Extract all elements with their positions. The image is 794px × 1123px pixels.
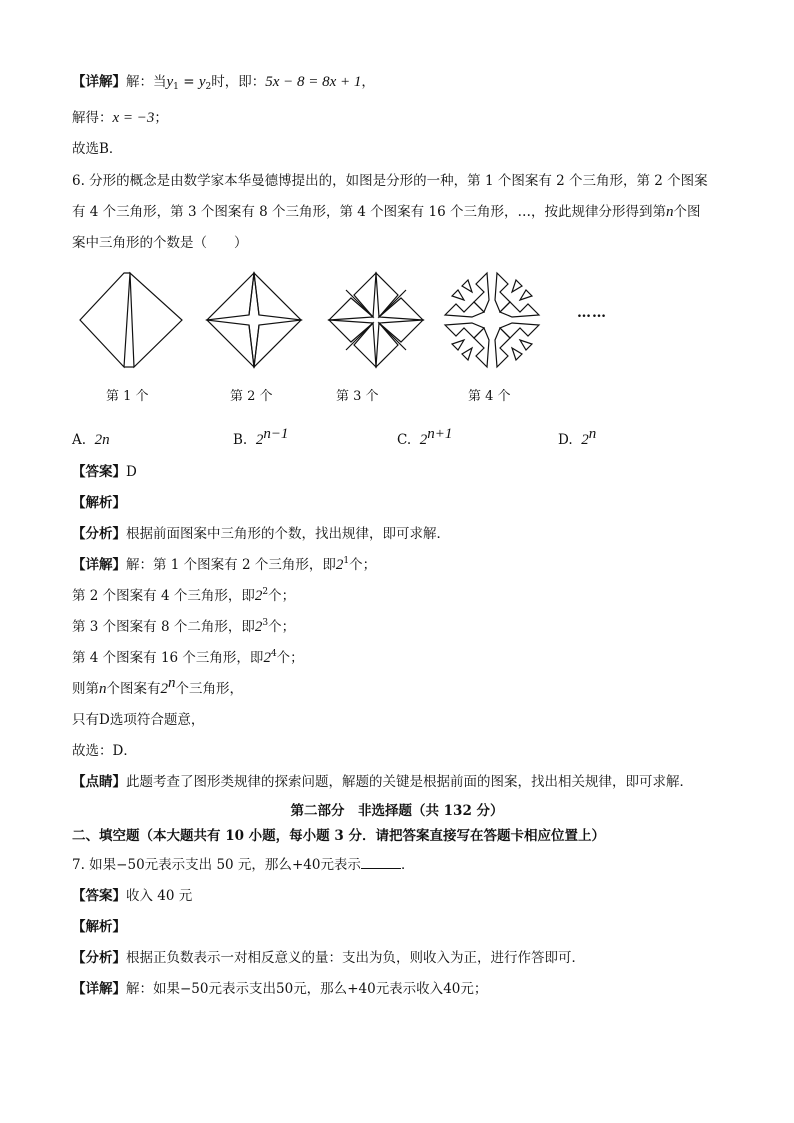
q6-fenxi: 【分析】根据前面图案中三角形的个数，找出规律，即可求解． [72,526,450,542]
q6-jiexi: 【解析】 [72,495,126,511]
q6-stem-line1: 6. 分形的概念是由数学家本华曼德博提出的，如图是分形的一种，第 1 个图案有 2 个三角形，第 2 个图案 [72,173,708,189]
q6-step-3: 第 3 个图案有 8 个二角形，即$2^3$个； [72,618,296,635]
detail-line: 【详解】解：当$y_1 = y_2$时，即：5x − 8 = 8x + 1， [72,74,375,92]
fractal-figures [72,265,722,415]
q6-only: 只有D选项符合题意， [72,712,205,728]
q6-stem-line2: 有 4 个三角形，第 3 个图案有 8 个三角形，第 4 个图案有 16 个三角形，…，按此规律分形得到第n个图 [72,204,701,220]
figure-2 [207,273,301,367]
solve-line: 解得：x = −3； [72,110,168,126]
q6-stem-line3: 案中三角形的个数是（ ） [72,235,248,251]
answer-blank[interactable] [361,856,401,869]
caption-1: 第 1 个 [106,389,149,404]
part2-title: 第二部分 非选择题（共 132 分） [290,803,504,819]
q6-step-1: 【详解】解：第 1 个图案有 2 个三角形，即$2^1$个； [72,556,377,573]
figure-3 [329,273,423,367]
option-c[interactable]: C. $2^{n+1}$ [397,426,453,448]
caption-4: 第 4 个 [468,389,511,404]
q7-stem: 7. 如果−50元表示支出 50 元，那么+40元表示 ． [72,857,415,873]
q6-choose: 故选：D． [72,743,137,759]
q7-fenxi: 【分析】根据正负数表示一对相反意义的量：支出为负，则收入为正，进行作答即可． [72,950,585,966]
detail-tag: 【详解】 [72,74,126,90]
q7-answer: 【答案】收入 40 元 [72,888,193,904]
section-title: 二、填空题（本大题共有 10 小题，每小题 3 分．请把答案直接写在答题卡相应位置上） [72,828,605,844]
q7-jiexi: 【解析】 [72,919,126,935]
caption-2: 第 2 个 [230,389,273,404]
ellipsis: …… [577,305,607,321]
option-a[interactable]: A. 2n [72,432,110,448]
figure-1 [80,273,182,367]
q6-dianjing: 【点睛】此题考查了图形类规律的探索问题，解题的关键是根据前面的图案，找出相关规律，即可求解． [72,774,693,790]
q7-detail: 【详解】解：如果−50元表示支出50元，那么+40元表示收入40元； [72,981,488,997]
q6-answer: 【答案】D [72,464,137,480]
equation: 5x − 8 = 8x + 1 [265,74,362,90]
q6-step-2: 第 2 个图案有 4 个三角形，即$2^2$个； [72,587,296,604]
figure-4 [445,273,539,367]
choose-line: 故选B． [72,141,123,157]
option-b[interactable]: B. $2^{n-1}$ [233,426,289,448]
q6-rule: 则第n个图案有2$^n$个三角形， [72,675,243,697]
caption-3: 第 3 个 [336,389,379,404]
option-d[interactable]: D. 2$^n$ [558,426,597,448]
q6-step-4: 第 4 个图案有 16 个三角形，即$2^4$个； [72,649,304,666]
